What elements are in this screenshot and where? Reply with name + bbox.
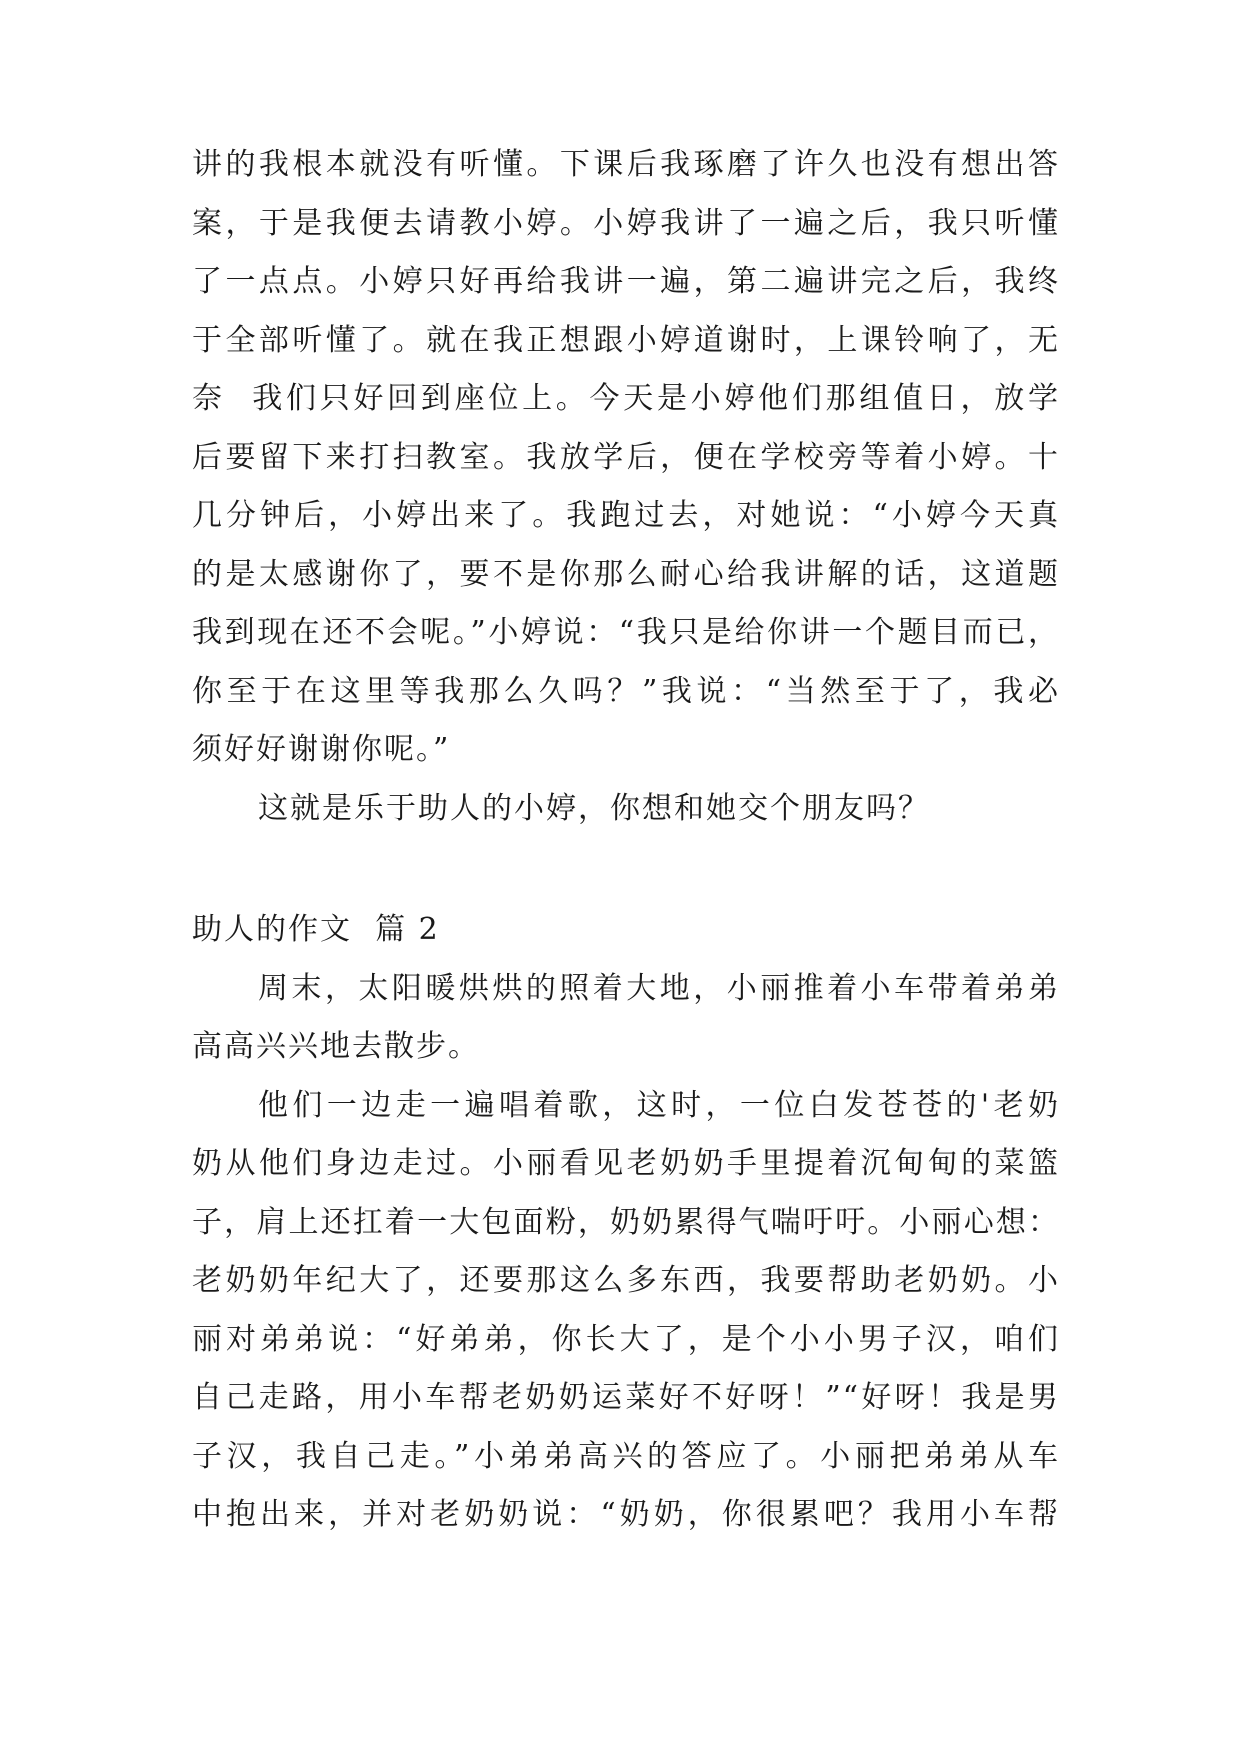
text-line: 他们一边走一遍唱着歌，这时，一位白发苍苍的'老奶 xyxy=(258,1087,1060,1123)
paragraph-3 xyxy=(192,960,1060,1077)
text-line: 奶从他们身边走过。小丽看见老奶奶手里提着沉甸甸的菜篮 xyxy=(192,1146,1060,1181)
paragraph-4 xyxy=(192,1077,1060,1545)
section-spacer xyxy=(192,838,1060,901)
text-line: 奈 我们只好回到座位上。今天是小婷他们那组值日，放学 xyxy=(192,381,1060,416)
text-line: 中抱出来，并对老奶奶说：“奶奶，你很累吧？我用小车帮 xyxy=(192,1497,1060,1532)
text-line: 丽对弟弟说：“好弟弟，你长大了，是个小小男子汉，咱们 xyxy=(192,1321,1060,1357)
text-line: 高高兴兴地去散步。 xyxy=(192,1029,480,1064)
text-line: 了一点点。小婷只好再给我讲一遍，第二遍讲完之后，我终 xyxy=(192,264,1060,299)
text-line: 案，于是我便去请教小婷。小婷我讲了一遍之后，我只听懂 xyxy=(192,205,1060,241)
text-line: 子，肩上还扛着一大包面粉，奶奶累得气喘吁吁。小丽心想： xyxy=(192,1204,1060,1240)
text-line: 几分钟后，小婷出来了。我跑过去，对她说：“小婷今天真 xyxy=(192,498,1060,533)
text-line: 的是太感谢你了，要不是你那么耐心给我讲解的话，这道题 xyxy=(192,556,1060,592)
paragraph-1 xyxy=(192,136,1060,780)
text-line: 须好好谢谢你呢。” xyxy=(192,732,451,767)
text-line: 自己走路，用小车帮老奶奶运菜好不好呀！”“好呀！我是男 xyxy=(192,1380,1060,1415)
text-line: 后要留下来打扫教室。我放学后，便在学校旁等着小婷。十 xyxy=(192,439,1060,475)
text-line: 老奶奶年纪大了，还要那这么多东西，我要帮助老奶奶。小 xyxy=(192,1263,1060,1298)
text-line: 我到现在还不会呢。”小婷说：“我只是给你讲一个题目而已， xyxy=(192,615,1060,650)
text-line: 周末，太阳暖烘烘的照着大地，小丽推着小车带着弟弟 xyxy=(258,970,1060,1006)
section-title xyxy=(192,901,1060,960)
paragraph-2 xyxy=(192,780,1060,839)
text-line: 这就是乐于助人的小婷，你想和她交个朋友吗？ xyxy=(258,790,930,826)
text-line: 讲的我根本就没有听懂。下课后我琢磨了许久也没有想出答 xyxy=(192,147,1060,182)
text-line: 你至于在这里等我那么久吗？”我说：“当然至于了，我必 xyxy=(192,673,1060,709)
document-body xyxy=(192,136,1060,1545)
text-line: 于全部听懂了。就在我正想跟小婷道谢时，上课铃响了，无 xyxy=(192,322,1060,358)
section-heading: 助人的作文 篇 2 xyxy=(192,912,440,947)
text-line: 子汉，我自己走。”小弟弟高兴的答应了。小丽把弟弟从车 xyxy=(192,1438,1060,1474)
